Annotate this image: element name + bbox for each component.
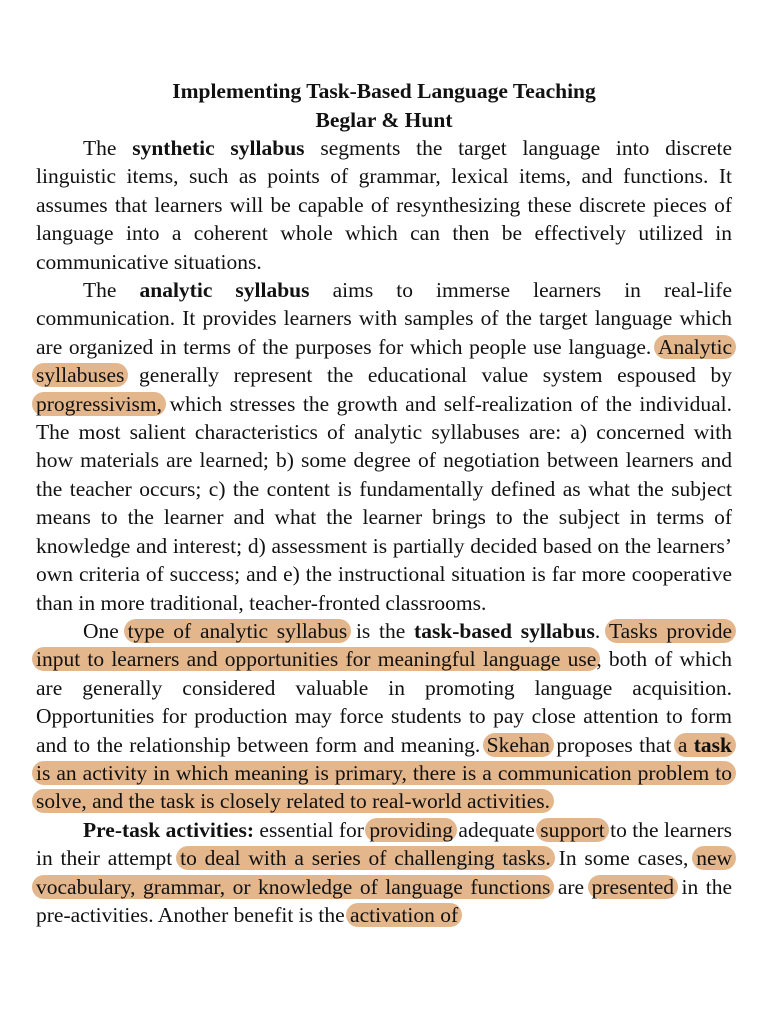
p2-text-2: generally represent the educational value system espoused by	[139, 363, 732, 388]
highlight-tasks-provide-input: Tasks provide input to learners and opportunities for meaningful language use	[32, 619, 736, 671]
p3-lead: One	[83, 618, 119, 643]
p1-lead: The	[83, 136, 117, 160]
p2-lead: The	[83, 278, 117, 303]
paragraph-pre-task-activities	[36, 816, 732, 930]
highlight-new-vocabulary: new vocabulary, grammar, or knowledge of language functions	[32, 846, 736, 898]
term-task: task	[693, 732, 732, 757]
document-title: Implementing Task-Based Language Teaching	[172, 79, 596, 103]
highlight-skehan: Skehan	[483, 733, 554, 757]
p4-text-6: in the pre-activities. Another benefit is the	[36, 874, 732, 927]
p3-text-4: proposes that	[556, 732, 672, 757]
term-analytic-syllabus: analytic syllabus	[139, 278, 310, 303]
p4-text-2: adequate	[458, 817, 535, 842]
p4-text-3: to the learners in their attempt	[36, 817, 733, 871]
p1-text: segments the target language into discrete linguistic items, such as points of grammar, lexical items, and functions. It assumes that learners will be capable of resynthesizing these discrete pieces of language into a coherent whole which can then be effectively utilized in communicative situations.	[36, 136, 732, 274]
term-pre-task-activities: Pre-task activities:	[83, 817, 254, 842]
p4-text-5: are	[557, 874, 585, 899]
p4-text-1: essential for	[259, 817, 364, 842]
paragraph-analytic-syllabus	[36, 276, 732, 617]
highlight-providing: providing	[365, 818, 457, 842]
highlight-challenging-tasks: to deal with a series of challenging tasks.	[176, 846, 555, 870]
paragraph-task-based-syllabus	[36, 617, 732, 816]
highlight-analytic-syllabuses: Analytic syllabuses	[32, 335, 736, 387]
p3-text-3: , both of which are generally considered valuable in promoting language acquisition. Opportunities for production may force students to pay close attention to form and to the relationship between form and meaning.	[36, 647, 732, 757]
highlight-progressivism: progressivism,	[32, 392, 166, 416]
p3-hl4-a: a	[677, 732, 688, 757]
term-task-based-syllabus: task-based syllabus	[414, 618, 595, 643]
p3-text-1: is the	[355, 618, 406, 643]
highlight-support: support	[536, 818, 609, 842]
p3-period: .	[594, 618, 601, 643]
document-authors: Beglar & Hunt	[315, 107, 453, 132]
p3-hl4-b: is an activity in which meaning is primary, there is a communication problem to solve, and the task is closely related to real-world activities.	[36, 760, 732, 814]
p4-text-4: In some cases,	[558, 846, 689, 871]
term-synthetic-syllabus: synthetic syllabus	[132, 136, 305, 160]
highlight-presented: presented	[588, 875, 678, 899]
highlight-activation-of: activation of	[346, 903, 462, 927]
p2-text-3: which stresses the growth and self-realization of the individual. The most salient characteristics of analytic syllabuses are: a) concerned with how materials are learned; b) some degree of negotiation between learners and the teacher occurs; c) the content is fundamentally defined as what the subject means to the learner and what the learner brings to the subject in terms of knowledge and interest; d) assessment is partially decided based on the learners’ own criteria of success; and e) the instructional situation is far more cooperative than in more traditional, teacher-fronted classrooms.	[36, 391, 732, 615]
p2-text-1: aims to immerse learners in real-life communication. It provides learners with samples of the target language which are organized in terms of the purposes for which people use language.	[36, 278, 733, 359]
paragraph-synthetic-syllabus	[36, 134, 732, 276]
highlight-type-of-analytic-syllabus: type of analytic syllabus	[124, 619, 352, 643]
